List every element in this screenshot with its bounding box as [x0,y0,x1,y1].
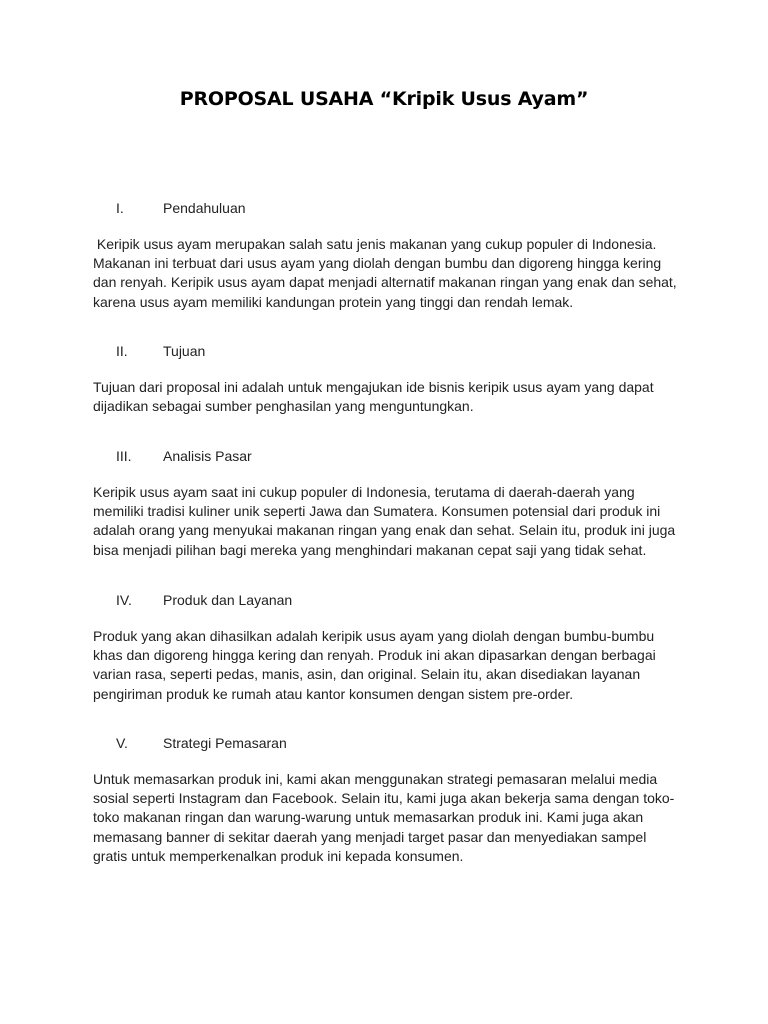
section-title: Analisis Pasar [163,448,252,464]
section-heading [93,446,683,466]
section-title: Produk dan Layanan [163,592,293,608]
section-number: III. [116,448,132,464]
section-body: Produk yang akan dihasilkan adalah keripik usus ayam yang diolah dengan bumbu-bumbu khas dan digoreng hingga kering dan renyah. Produk ini akan dipasarkan dengan berbagai varian rasa, seperti pedas, manis, asin, dan original. Selain itu, akan disediakan layanan pengiriman produk ke rumah atau kantor konsumen dengan sistem pre-order. [93,628,656,702]
section-body: Keripik usus ayam merupakan salah satu jenis makanan yang cukup populer di Indonesia. Makanan ini terbuat dari usus ayam yang diolah dengan bumbu dan digoreng hingga kering dan renyah. Keripik usus ayam dapat menjadi alternatif makanan ringan yang enak dan sehat, karena usus ayam memiliki kandungan protein yang tinggi dan rendah lemak. [93,236,681,310]
section-title: Pendahuluan [163,200,246,216]
section-strategi-pemasaran [93,733,683,866]
section-analisis-pasar [93,446,683,560]
section-title: Strategi Pemasaran [163,735,287,751]
section-pendahuluan [93,198,683,312]
section-body: Untuk memasarkan produk ini, kami akan menggunakan strategi pemasaran melalui media sosial seperti Instagram dan Facebook. Selain itu, kami juga akan bekerja sama dengan toko-toko makanan ringan dan warung-warung untuk memasarkan produk ini. Kami juga akan memasang banner di sekitar daerah yang menjadi target pasar dan menyediakan sampel gratis untuk memperkenalkan produk ini kepada konsumen. [93,771,675,864]
section-title: Tujuan [163,343,206,359]
section-body: Tujuan dari proposal ini adalah untuk mengajukan ide bisnis keripik usus ayam yang dapat dijadikan sebagai sumber penghasilan yang menguntungkan. [93,379,654,415]
section-number: V. [116,735,128,751]
document-title: PROPOSAL USAHA “Kripik Usus Ayam” [179,88,589,110]
section-heading [93,590,683,610]
section-produk-dan-layanan [93,590,683,704]
section-heading [93,341,683,361]
section-number: IV. [116,592,132,608]
section-tujuan [93,341,683,416]
section-heading [93,198,683,218]
section-body: Keripik usus ayam saat ini cukup populer di Indonesia, terutama di daerah-daerah yang memiliki tradisi kuliner unik seperti Jawa dan Sumatera. Konsumen potensial dari produk ini adalah orang yang menyukai makanan ringan yang enak dan sehat. Selain itu, produk ini juga bisa menjadi pilihan bagi mereka yang menghindari makanan cepat saji yang tidak sehat. [93,484,676,558]
section-number: II. [116,343,128,359]
section-heading [93,733,683,753]
section-number: I. [116,200,124,216]
